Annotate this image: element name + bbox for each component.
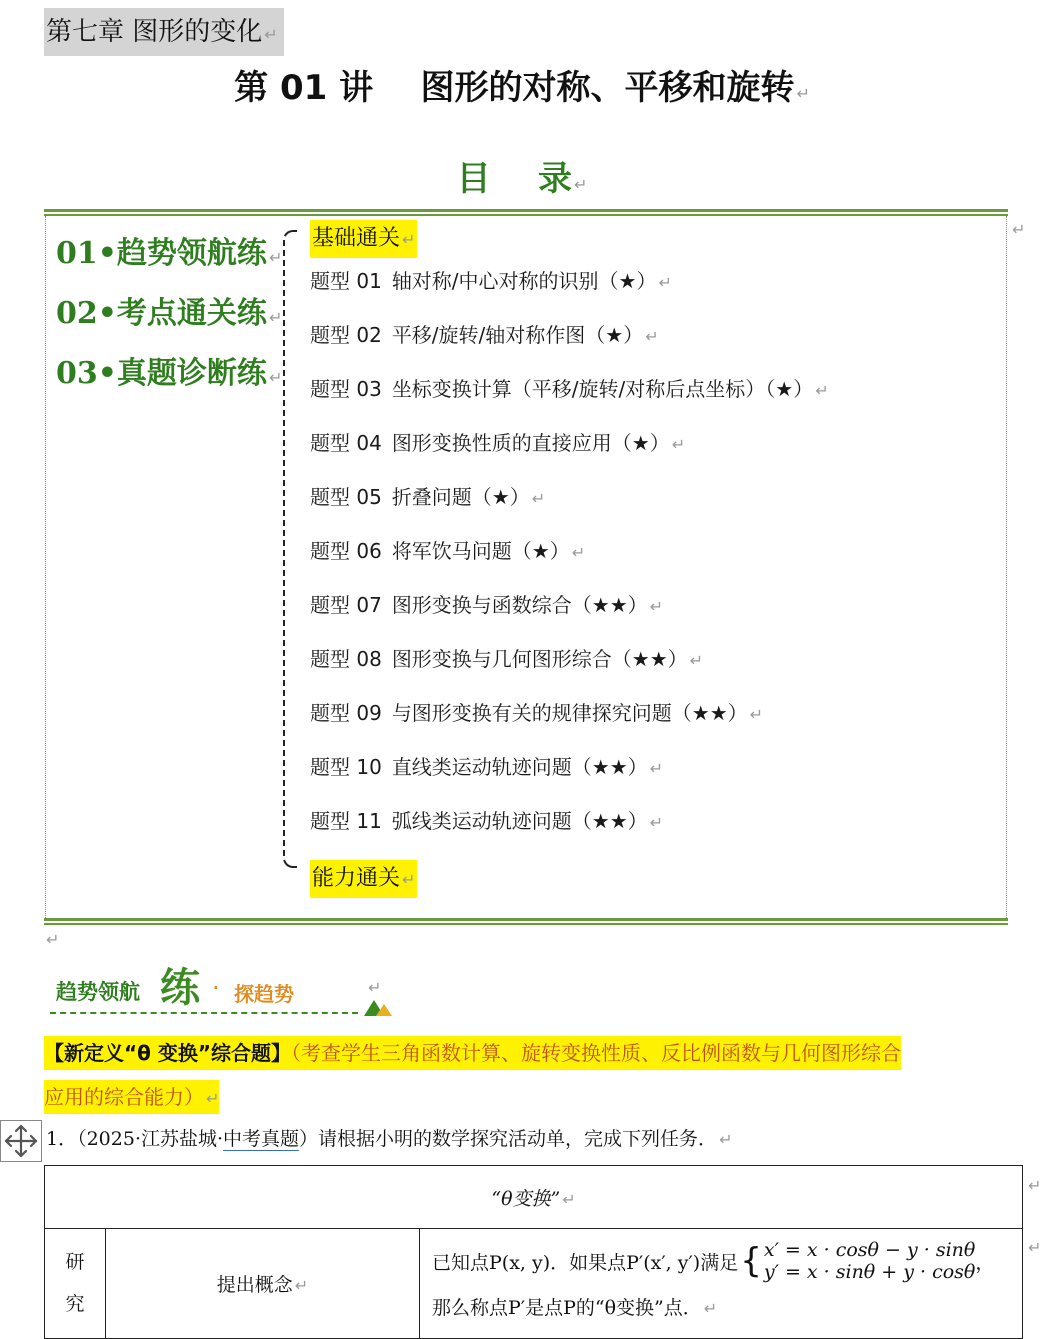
toc-top-rule [44,209,1008,216]
paragraph-mark: ↵ [796,84,810,103]
banner-main-text: 趋势领航 [56,980,140,1004]
topic-description-line-2: 应用的综合能力） ↵ [44,1080,219,1114]
lecture-title: 第 01 讲 图形的对称、平移和旋转 ↵ [234,68,810,108]
paragraph-mark: ↵ [264,25,278,44]
toc-left-item-2[interactable]: 02•考点通关练 ↵ [56,296,283,331]
toc-item[interactable]: 题型 06 将军饮马问题（★） ↵ [310,539,586,563]
section-basic[interactable]: 基础通关 ↵ [310,220,417,258]
toc-item[interactable]: 题型 02 平移/旋转/轴对称作图（★） ↵ [310,323,659,347]
activity-table [44,1165,1023,1339]
section-ability[interactable]: 能力通关 ↵ [310,860,417,898]
trend-banner [50,956,370,1020]
topic-bold-title: 【新定义“θ 变换”综合题】 [44,1041,291,1065]
toc-item[interactable]: 题型 07 图形变换与函数综合（★★） ↵ [310,593,664,617]
paragraph-mark: ↵ [1028,1238,1042,1257]
table-title-cell: “θ变换” ↵ [45,1166,1023,1229]
toc-left-item-3[interactable]: 03•真题诊断练 ↵ [56,356,283,391]
toc-item[interactable]: 题型 09 与图形变换有关的规律探究问题（★★） ↵ [310,701,764,725]
question-1: 1．（2025·江苏盐城·中考真题）请根据小明的数学探究活动单，完成下列任务． ↵ [46,1128,733,1150]
topic-detail: （考查学生三角函数计算、旋转变换性质、反比例函数与几何图形综合 [291,1041,901,1065]
topic-description-line-1 [44,1036,901,1070]
paragraph-mark: ↵ [46,930,60,949]
toc-bottom-rule [44,918,1008,925]
toc-item[interactable]: 题型 04 图形变换性质的直接应用（★） ↵ [310,431,686,455]
paragraph-mark: ↵ [1028,1176,1042,1195]
toc-item[interactable]: 题型 01 轴对称/中心对称的识别（★） ↵ [310,269,672,293]
paragraph-mark: ↵ [1012,220,1026,239]
source-link[interactable]: 中考真题 [223,1128,300,1150]
banner-sub-text: 探趋势 [234,982,294,1006]
toc-heading: 目 录 ↵ [456,159,588,199]
paragraph-mark: ↵ [573,175,588,194]
banner-big-char: 练 [160,965,200,1011]
banner-dot: · [212,974,220,1002]
paragraph-mark: ↵ [368,978,382,997]
table-move-handle-icon[interactable] [0,1120,42,1162]
definition-cell: 已知点P(x, y)．如果点P′(x′, y′)满足 { x′ = x · cosθ − y · sinθ y′ = x · sinθ + y · cosθ ， 那么称点P′是点P的“θ变换”点． ↵ [420,1229,1023,1339]
row-label-cell: 研 究 [45,1229,106,1339]
chapter-title: 第七章 图形的变化 ↵ [44,8,284,56]
toc-item[interactable]: 题型 11 弧线类运动轨迹问题（★★） ↵ [310,809,664,833]
toc-bracket [283,230,297,868]
toc-left-item-1[interactable]: 01•趋势领航练 ↵ [56,236,283,271]
toc-item[interactable]: 题型 10 直线类运动轨迹问题（★★） ↵ [310,755,664,779]
toc-item[interactable]: 题型 08 图形变换与几何图形综合（★★） ↵ [310,647,704,671]
toc-item[interactable]: 题型 03 坐标变换计算（平移/旋转/对称后点坐标）（★） ↵ [310,377,829,401]
banner-underline [50,1012,358,1014]
toc-item[interactable]: 题型 05 折叠问题（★） ↵ [310,485,546,509]
concept-cell: 提出概念 ↵ [106,1229,420,1339]
mountain-peak-icon [376,1004,392,1016]
